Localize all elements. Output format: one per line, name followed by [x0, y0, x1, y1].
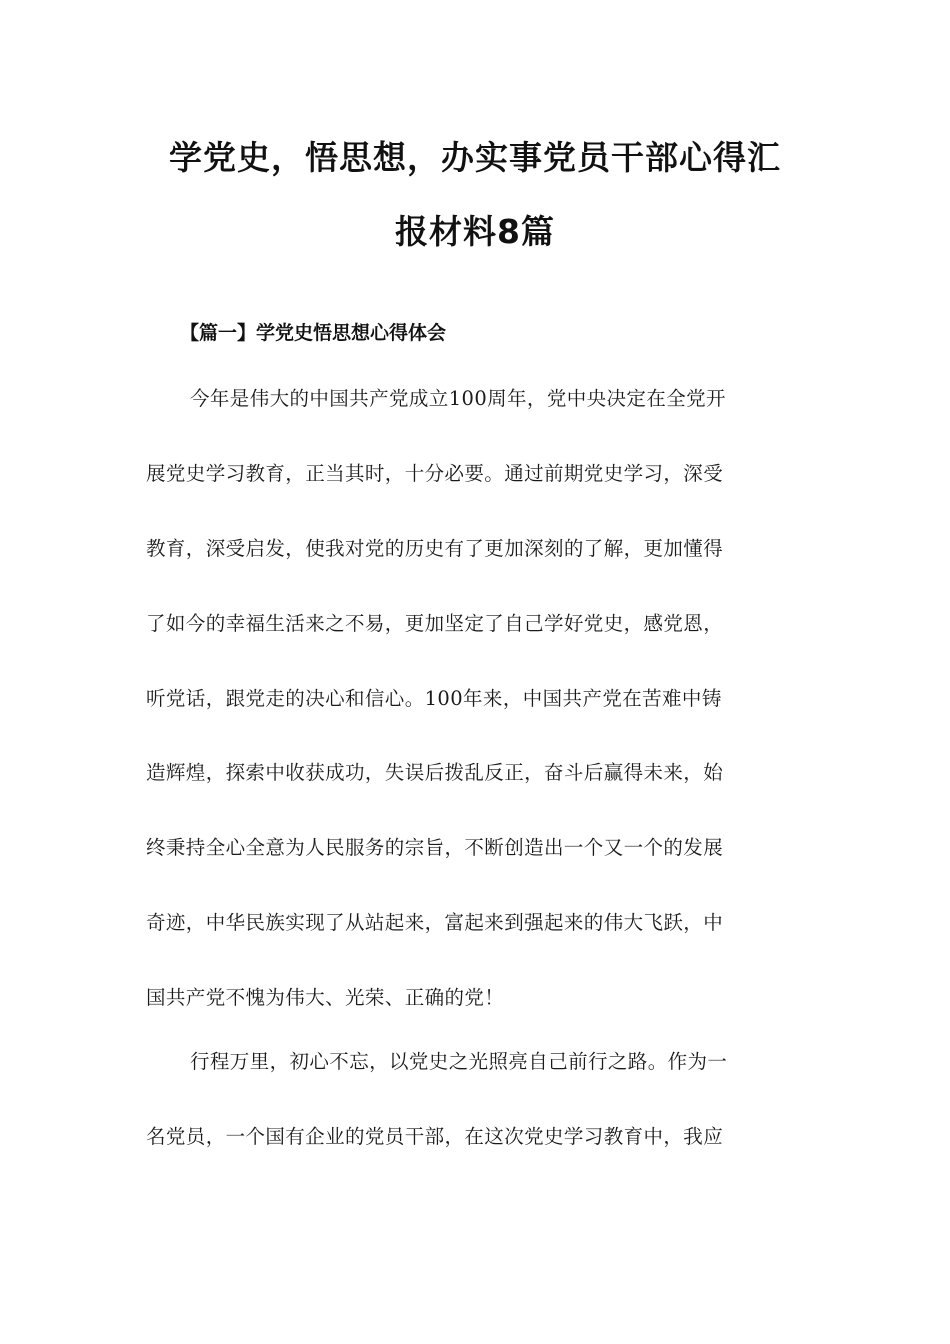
document-title-line-1: 学党史，悟思想，办实事党员干部心得汇: [169, 138, 781, 177]
paragraph-1-line-3: 教育，深受启发，使我对党的历史有了更加深刻的了解，更加懂得: [146, 537, 724, 560]
paragraph-1-line-7: 终秉持全心全意为人民服务的宗旨，不断创造出一个又一个的发展: [146, 836, 724, 859]
section-heading: 【篇一】学党史悟思想心得体会: [180, 322, 447, 344]
paragraph-1-line-2: 展党史学习教育，正当其时，十分必要。通过前期党史学习，深受: [146, 462, 724, 485]
paragraph-2-line-1: 行程万里，初心不忘，以党史之光照亮自己前行之路。作为一: [190, 1050, 728, 1073]
paragraph-1-line-6: 造辉煌，探索中收获成功，失误后拨乱反正，奋斗后赢得未来，始: [146, 761, 724, 784]
paragraph-2-line-2: 名党员，一个国有企业的党员干部，在这次党史学习教育中，我应: [146, 1125, 724, 1148]
document-title-line-2: 报材料8篇: [395, 212, 555, 251]
paragraph-1-line-1: 今年是伟大的中国共产党成立100周年，党中央决定在全党开: [190, 387, 726, 410]
paragraph-1-line-5: 听党话，跟党走的决心和信心。100年来，中国共产党在苦难中铸: [146, 687, 722, 710]
paragraph-1-line-4: 了如今的幸福生活来之不易，更加坚定了自己学好党史，感党恩，: [146, 612, 724, 635]
paragraph-1-line-8: 奇迹，中华民族实现了从站起来，富起来到强起来的伟大飞跃，中: [146, 911, 724, 934]
paragraph-1-line-9: 国共产党不愧为伟大、光荣、正确的党！: [146, 986, 505, 1009]
